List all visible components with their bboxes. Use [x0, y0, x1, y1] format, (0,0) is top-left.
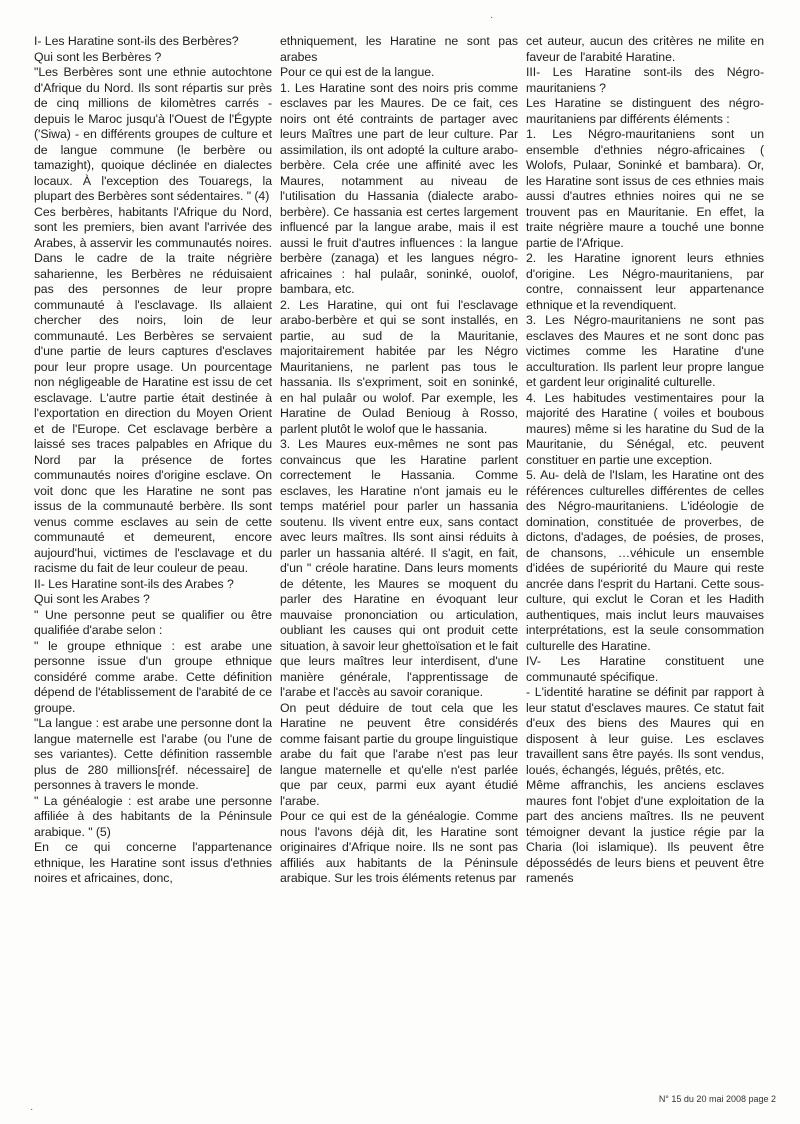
heading-negro-mauritaniens: III- Les Haratine sont-ils des Négro-mauritaniens ? — [526, 65, 764, 95]
paragraph: " Une personne peut se qualifier ou être qualifiée d'arabe selon : — [34, 607, 272, 637]
scan-speck: · — [30, 1104, 34, 1115]
paragraph: 1. Les Haratine sont des noirs pris comme esclaves par les Maures. De ce fait, ces noirs ont été contraints de partager avec leurs Maîtres une part de leur culture. Par assimilation, ils ont adopté la culture arabo-berbère. Cela crée une affinité avec les Maures, notamment au niveau de l'utilisation du Hassania (dialecte arabo-berbère). Ce hassania est certes largement influencé par la langue arabe, mais il est aussi le fruit d'autres influences : la langue berbère (zanaga) et les langues négro-africaines : hal pulaâr, soninké, ouolof, bambara, etc. — [280, 80, 518, 296]
paragraph: "Les Berbères sont une ethnie autochtone d'Afrique du Nord. Ils sont répartis sur près de cinq millions de kilomètres carrés - depuis le Maroc jusqu'à l'Ouest de l'Égypte ('Siwa) - en différents groupes de culture et de langue commune (le berbère ou tamazight), quoique déclinée en dialectes locaux. À l'exception des Touaregs, la plupart des Berbères sont sédentaires. " (4) — [34, 65, 272, 203]
paragraph: En ce qui concerne l'appartenance ethnique, les Haratine sont issus d'ethnies noires et africaines, donc, — [34, 840, 272, 885]
paragraph: Même affranchis, les anciens esclaves maures font l'objet d'une exploitation de la part des anciens maîtres. Ils ne peuvent témoigner devant la justice régie par la Charia (loi islamique). Ils peuvent être dépossédés de leurs biens et peuvent être ramenés — [526, 778, 764, 885]
paragraph: 3. Les Négro-mauritaniens ne sont pas esclaves des Maures et ne sont donc pas victimes comme les Haratine d'une acculturation. Ils parlent leur propre langue et gardent leur originalité culturelle. — [526, 313, 764, 389]
paragraph: " La généalogie : est arabe une personne affiliée à des habitants de la Péninsule arabique. " (5) — [34, 793, 272, 839]
paragraph: " le groupe ethnique : est arabe une personne issue d'un groupe ethnique considéré comme arabe. Cette définition dépend de l'établissement de l'arabité de ce groupe. — [34, 638, 272, 715]
subheading-langue: Pour ce qui est de la langue. — [280, 65, 435, 79]
heading-berberes: I- Les Haratine sont-ils des Berbères? — [34, 34, 239, 48]
heading-arabes: II- Les Haratine sont-ils des Arabes ? — [34, 576, 234, 591]
page-footer: N° 15 du 20 mai 2008 page 2 — [658, 1094, 776, 1104]
subheading-qui-berberes: Qui sont les Berbères ? — [34, 49, 162, 64]
paragraph: ethniquement, les Haratine ne sont pas arabes — [280, 34, 518, 64]
paragraph: 3. Les Maures eux-mêmes ne sont pas convaincus que les Haratine parlent correctement le Hassania. Comme esclaves, les Haratine n'ont jamais eu le temps matériel pour parler un hassania soutenu. Ils vivent entre eux, sans contact avec leurs maîtres. Ils sont ainsi réduits à parler un hassania altéré. Il s'agit, en fait, d'un " créole haratine. Dans leurs moments de détente, les Maures se moquent du parler des Haratine en évoquant leur mauvaise prononciation ou articulation, oubliant les causes qui ont produit cette situation, à savoir leur ghettoïsation et le fait que leurs maîtres leur interdisent, d'une manière générale, l'apprentissage de l'arabe et l'accès au savoir coranique. — [280, 437, 518, 699]
paragraph: 2. les Haratine ignorent leurs ethnies d'origine. Les Négro-mauritaniens, par contre, connaissent leur appartenance ethnique et la revendiquent. — [526, 251, 764, 312]
paragraph: 2. Les Haratine, qui ont fui l'esclavage arabo-berbère et qui se sont installés, en partie, au sud de la Mauritanie, majoritairement habitée par les Négro Mauritaniens, ne parlent pas tous le hassania. Ils s'expriment, soit en soninké, en hal pulaâr ou wolof. Par exemple, les Haratine de Oulad Benioug à Rosso, parlent plutôt le wolof que le hassania. — [280, 297, 518, 436]
paragraph: 1. Les Négro-mauritaniens sont un ensemble d'ethnies négro-africaines ( Wolofs, Pulaar, Soninké et bambara). Or, les Haratine sont issus de ces ethnies mais aussi d'autres ethnies noires qui ne se trouvent pas en Mauritanie. En effet, la traite négrière maure a touché une bonne partie de l'Afrique. — [526, 127, 764, 250]
paragraph: - L'identité haratine se définit par rapport à leur statut d'esclaves maures. Ce statut fait d'eux des biens des Maures qui en disposent à leur guise. Les esclaves travaillent sans être payés. Ils sont vendus, loués, échangés, légués, prêtés, etc. — [526, 685, 764, 777]
paragraph: 5. Au- delà de l'Islam, les Haratine ont des références culturelles différentes de celles des Négro-mauritaniens. L'idéologie de domination, constituée de proverbes, de dictons, d'adages, de poésies, de proses, de chansons, …véhicule un ensemble d'idées de supériorité du Maure qui reste ancrée dans l'esprit du Hartani. Cette sous-culture, qui exclut le Coran et les Hadith authentiques, mais inclut leurs mauvaises interprétations, est la seule consommation culturelle des Haratine. — [526, 468, 764, 653]
paragraph: cet auteur, aucun des critères ne milite en faveur de l'arabité Haratine. — [526, 34, 764, 64]
paragraph: 4. Les habitudes vestimentaires pour la majorité des Haratine ( voiles et boubous maures) même si les haratine du Sud de la Mauritanie, du Sénégal, etc. peuvent constituer en partie une exception. — [526, 390, 764, 467]
paragraph: Ces berbères, habitants l'Afrique du Nord, sont les premiers, bien avant l'arrivée des Arabes, à asservir les communautés noires. Dans le cadre de la traite négrière saharienne, les Berbères ne réduisaient pas des personnes de leur propre communauté à l'esclavage. Ils allaient chercher des noirs, loin de leur communauté. Les Berbères se servaient d'une partie de leurs captures d'esclaves pour leur propre usage. Un pourcentage non négligeable de Haratine est issu de cet esclavage. L'autre partie était destinée à l'exportation en direction du Moyen Orient et de l'Europe. Cet esclavage berbère a laissé ses traces palpables en Afrique du Nord par la présence de fortes communautés noires d'origine esclave. On voit donc que les Haratine ne sont pas issus de la communauté berbère. Ils sont venus comme esclaves au sein de cette communauté et demeurent, encore aujourd'hui, victimes de l'esclavage et du racisme du fait de leur couleur de peau. — [34, 204, 272, 575]
paragraph: Pour ce qui est de la généalogie. Comme nous l'avons déjà dit, les Haratine sont originaires d'Afrique noire. Ils ne sont pas affiliés aux habitants de la Péninsule arabique. Sur les trois éléments retenus par — [280, 809, 518, 885]
paragraph: On peut déduire de tout cela que les Haratine ne peuvent être considérés comme faisant partie du groupe linguistique arabe du fait que l'arabe n'est pas leur langue maternelle et qu'elle n'est parlée que par ceux, parmi eux ayant étudié l'arabe. — [280, 700, 518, 808]
text-column-1 — [34, 34, 272, 887]
text-column-3 — [526, 34, 764, 887]
subheading-qui-arabes: Qui sont les Arabes ? — [34, 592, 150, 606]
scan-speck: · — [490, 12, 494, 23]
paragraph: "La langue : est arabe une personne dont la langue maternelle est l'arabe (ou l'une de ses variantes). Cette définition rassemble plus de 280 millions[réf. nécessaire] de personnes à travers le monde. — [34, 716, 272, 792]
paragraph: Les Haratine se distinguent des négro-mauritaniens par différents éléments : — [526, 96, 764, 126]
text-column-2 — [280, 34, 518, 887]
heading-communaute-specifique: IV- Les Haratine constituent une communauté spécifique. — [526, 654, 764, 684]
